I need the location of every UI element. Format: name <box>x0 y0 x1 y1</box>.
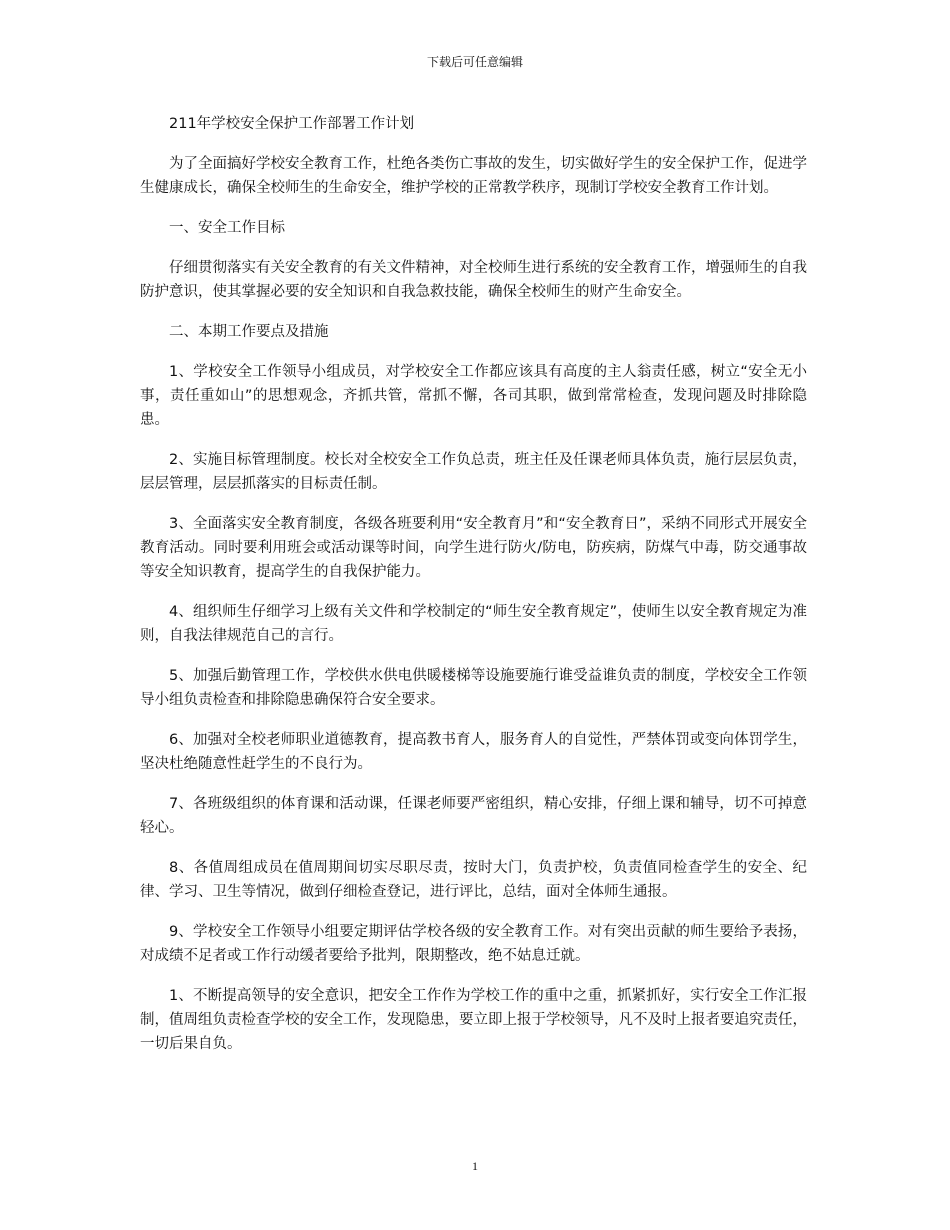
page-number: 1 <box>472 1159 478 1173</box>
page-header: 下载后可任意编辑 <box>426 55 523 69</box>
paragraph-goals: 仔细贯彻落实有关安全教育的有关文件精神，对全校师生进行系统的安全教育工作，增强师生的自我防护意识，使其掌握必要的安全知识和自我急救技能，确保全校师生的财产生命安全。 <box>140 260 807 300</box>
list-item-10: 1、不断提高领导的安全意识，把安全工作作为学校工作的重中之重，抓紧抓好，实行安全工作汇报制，值周组负责检查学校的安全工作，发现隐患，要立即上报于学校领导，凡不及时上报者要追究责任，一切后果自负。 <box>140 988 807 1052</box>
document-title: 211年学校安全保护工作部署工作计划 <box>169 116 415 132</box>
list-item-8: 8、各值周组成员在值周期间切实尽职尽责，按时大门，负责护校，负责值同检查学生的安全、纪律、学习、卫生等情况，做到仔细检查登记，进行评比，总结，面对全体师生通报。 <box>140 860 807 900</box>
list-item-9: 9、学校安全工作领导小组要定期评估学校各级的安全教育工作。对有突出贡献的师生要给予表扬，对成绩不足者或工作行动缓者要给予批判，限期整改，绝不姑息迁就。 <box>140 924 807 964</box>
document-body <box>140 112 807 1072</box>
section-heading-1: 一、安全工作目标 <box>169 220 285 236</box>
list-item-2: 2、实施目标管理制度。校长对全校安全工作负总责，班主任及任课老师具体负责，施行层层负责，层层管理，层层抓落实的目标责任制。 <box>140 452 807 492</box>
list-item-4: 4、组织师生仔细学习上级有关文件和学校制定的“师生安全教育规定”，使师生以安全教育规定为准则，自我法律规范自己的言行。 <box>140 604 807 644</box>
list-item-3: 3、全面落实安全教育制度，各级各班要利用“安全教育月”和“安全教育日”，采纳不同形式开展安全教育活动。同时要利用班会或活动课等时间，向学生进行防火/防电，防疾病，防煤气中毒，防交通事故等安全知识教育，提高学生的自我保护能力。 <box>140 516 807 580</box>
section-heading-2: 二、本期工作要点及措施 <box>169 324 329 340</box>
list-item-1: 1、学校安全工作领导小组成员，对学校安全工作都应该具有高度的主人翁责任感，树立“安全无小事，责任重如山”的思想观念，齐抓共管，常抓不懈，各司其职，做到常常检查，发现问题及时排除隐患。 <box>140 364 807 428</box>
list-item-7: 7、各班级组织的体育课和活动课，任课老师要严密组织，精心安排，仔细上课和辅导，切不可掉意轻心。 <box>140 796 807 836</box>
list-item-6: 6、加强对全校老师职业道德教育，提高教书育人，服务育人的自觉性，严禁体罚或变向体罚学生，坚决杜绝随意性赶学生的不良行为。 <box>140 732 807 772</box>
paragraph-intro: 为了全面搞好学校安全教育工作，杜绝各类伤亡事故的发生，切实做好学生的安全保护工作，促进学生健康成长，确保全校师生的生命安全，维护学校的正常教学秩序，现制订学校安全教育工作计划。 <box>140 156 807 196</box>
list-item-5: 5、加强后勤管理工作，学校供水供电供暖楼梯等设施要施行谁受益谁负责的制度，学校安全工作领导小组负责检查和排除隐患确保符合安全要求。 <box>140 668 807 708</box>
